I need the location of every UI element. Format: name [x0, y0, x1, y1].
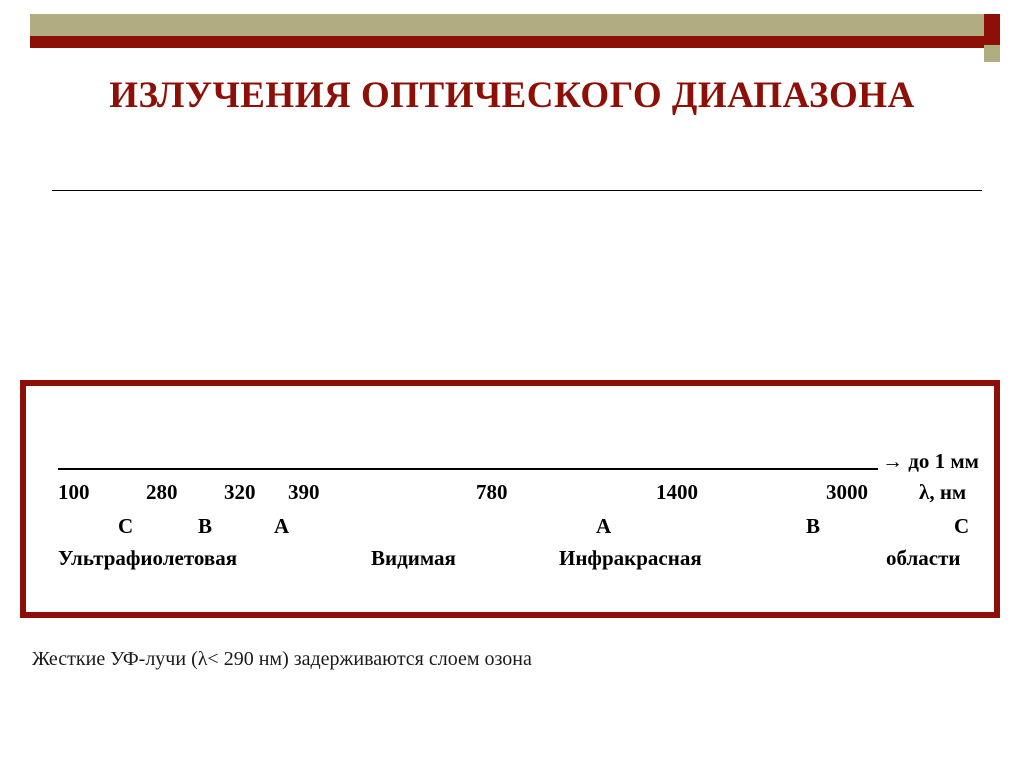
wavelength-value: 3000	[826, 480, 868, 504]
wavelength-value: 1400	[656, 480, 698, 504]
footnote-text: Жесткие УФ-лучи (λ< 290 нм) задерживаются слоем озона	[32, 648, 532, 670]
decor-bar-right-dark	[984, 14, 1000, 45]
region-name: Инфракрасная	[559, 546, 702, 570]
page-title: ИЗЛУЧЕНИЯ ОПТИЧЕСКОГО ДИАПАЗОНА	[109, 75, 915, 116]
wavelength-value: 780	[476, 480, 508, 504]
wavelength-row	[26, 480, 994, 510]
wavelength-value: 280	[146, 480, 178, 504]
title-divider	[52, 190, 982, 191]
wavelength-value: 320	[224, 480, 256, 504]
axis-arrow-label: → до 1 мм	[882, 449, 979, 473]
axis-unit-label: λ, нм	[919, 480, 967, 504]
regions-caption: области	[886, 546, 961, 570]
band-letter: B	[806, 514, 821, 538]
decor-bar-right-tan	[984, 45, 1000, 62]
band-letter-row	[26, 514, 994, 544]
region-name-row	[26, 546, 994, 576]
band-letter: C	[118, 514, 134, 538]
wavelength-value: 390	[288, 480, 320, 504]
header-decoration	[0, 0, 1024, 64]
decor-bar-underline	[30, 45, 984, 48]
spectrum-axis-line	[58, 468, 878, 470]
decor-bar-dark	[30, 36, 984, 45]
band-letter: C	[954, 514, 970, 538]
band-letter: A	[274, 514, 290, 538]
wavelength-value: 100	[58, 480, 90, 504]
decor-bar-tan	[30, 14, 984, 36]
region-name: Ультрафиолетовая	[58, 546, 238, 570]
band-letter: A	[596, 514, 612, 538]
band-letter: B	[198, 514, 213, 538]
spectrum-diagram	[20, 380, 1000, 618]
region-name: Видимая	[371, 546, 456, 570]
